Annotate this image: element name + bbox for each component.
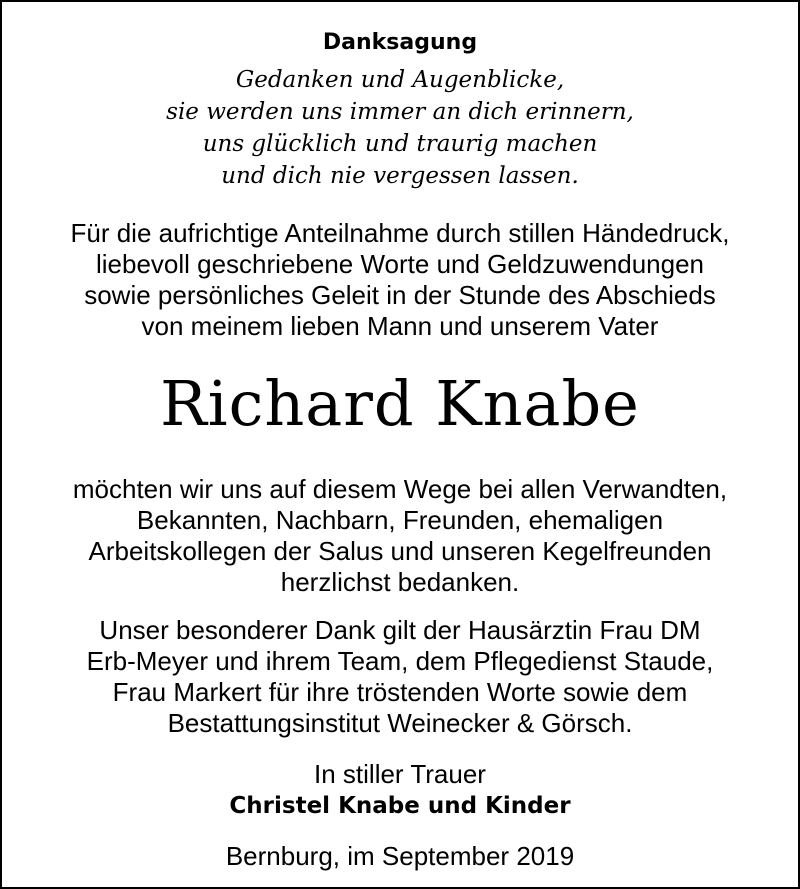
thanks-paragraph-intro <box>2 218 798 342</box>
thanks-paragraph-special <box>2 615 798 739</box>
thanks-paragraph-recipients <box>2 474 798 598</box>
poem-line: uns glücklich und traurig machen <box>202 131 598 157</box>
deceased-name: Richard Knabe <box>160 367 640 440</box>
place-date: Bernburg, im September 2019 <box>225 841 575 871</box>
signers: Christel Knabe und Kinder <box>229 793 571 819</box>
closing-phrase: In stiller Trauer <box>314 759 486 789</box>
paragraph-line: sowie persönliches Geleit in der Stunde des Abschieds <box>84 280 716 310</box>
paragraph-line: möchten wir uns auf diesem Wege bei allen Verwandten, <box>72 474 728 504</box>
poem-line: und dich nie vergessen lassen. <box>221 163 579 189</box>
poem-line: Gedanken und Augenblicke, <box>235 67 565 93</box>
signature-block <box>2 758 798 822</box>
paragraph-line: herzlichst bedanken. <box>280 567 520 597</box>
poem <box>2 64 798 192</box>
paragraph-line: Arbeitskollegen der Salus und unseren Kegelfreunden <box>88 536 712 566</box>
paragraph-line: von meinem lieben Mann und unserem Vater <box>141 311 659 341</box>
paragraph-line: Frau Markert für ihre tröstenden Worte sowie dem <box>112 677 688 707</box>
paragraph-line: liebevoll geschriebene Worte und Geldzuwendungen <box>95 249 705 279</box>
poem-line: sie werden uns immer an dich erinnern, <box>166 99 634 125</box>
paragraph-line: Bestattungsinstitut Weinecker & Görsch. <box>167 708 633 738</box>
paragraph-line: Bekannten, Nachbarn, Freunden, ehemaligen <box>136 505 664 535</box>
paragraph-line: Unser besonderer Dank gilt der Hausärztin Frau DM <box>99 615 701 645</box>
paragraph-line: Erb-Meyer und ihrem Team, dem Pflegedienst Staude, <box>86 646 714 676</box>
paragraph-line: Für die aufrichtige Anteilnahme durch stillen Händedruck, <box>70 218 730 248</box>
notice-title: Danksagung <box>322 30 478 55</box>
